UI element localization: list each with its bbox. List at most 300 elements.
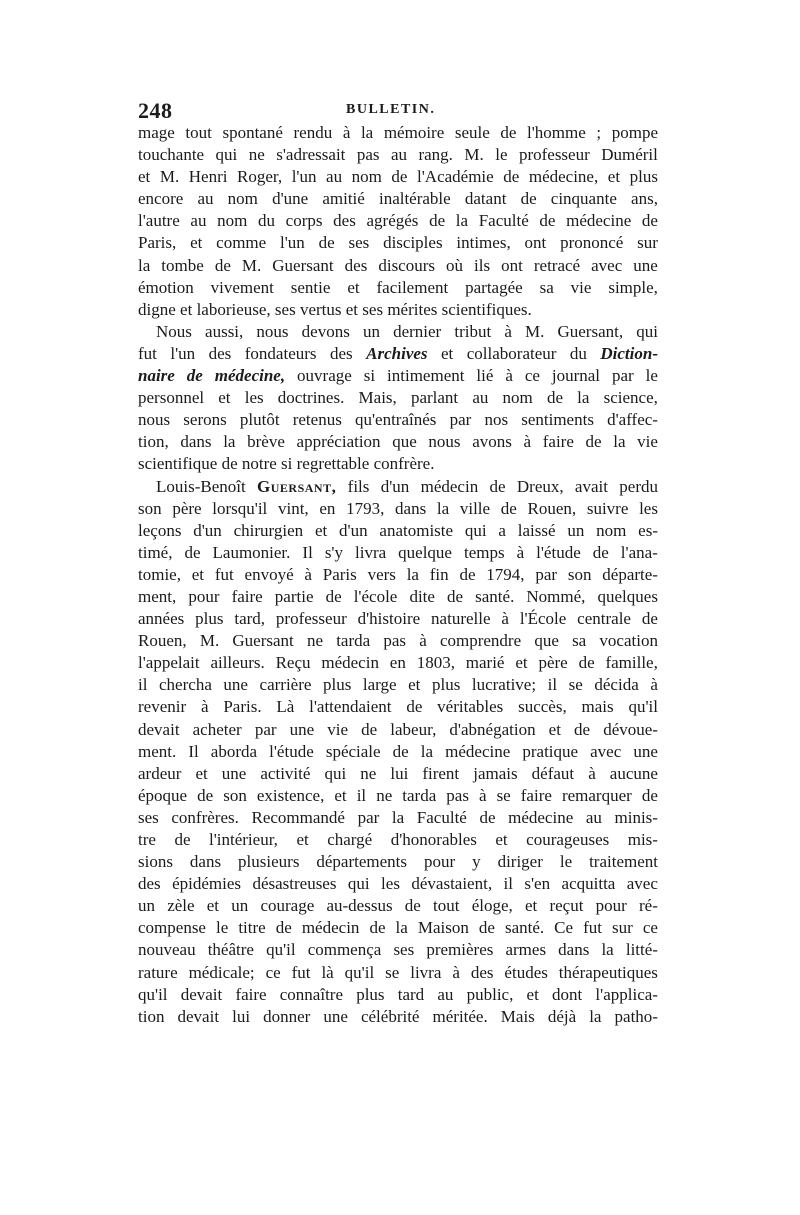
word: lié [476, 366, 494, 386]
word: avait [574, 476, 608, 496]
word: labeur, [390, 719, 437, 739]
word: un [231, 896, 249, 916]
word: par [254, 719, 277, 739]
word: ville [459, 498, 491, 518]
word: la [601, 940, 614, 960]
word: devait [138, 719, 180, 739]
word: Mais, [358, 388, 397, 408]
word: de [592, 542, 609, 562]
text-line [138, 652, 658, 674]
word: une [633, 255, 658, 275]
word: de [406, 697, 423, 717]
word: au [437, 984, 454, 1004]
word: rang. [418, 145, 453, 165]
text-line [138, 984, 658, 1006]
text-line [138, 962, 658, 984]
word: par [611, 366, 634, 386]
word: s'adressait [276, 145, 346, 165]
text-line [138, 1006, 658, 1028]
word: et [195, 763, 208, 783]
word: déjà [547, 1006, 577, 1026]
word: livra [355, 542, 387, 562]
word: et [334, 785, 347, 805]
word: plus [431, 675, 461, 695]
word: ailleurs. [210, 653, 265, 673]
word: pas [446, 785, 469, 805]
word: dans [558, 940, 590, 960]
word: Recommandé [251, 807, 345, 827]
word: de [503, 167, 520, 187]
word: d'un [193, 520, 222, 540]
word: comme [216, 233, 267, 253]
word: médicale; [188, 962, 255, 982]
word: ; [596, 123, 602, 142]
word: rature [138, 962, 178, 982]
word: laissé [517, 520, 556, 540]
word: faire [542, 432, 574, 452]
word: une [289, 719, 315, 739]
word: l'appelait [138, 653, 200, 673]
word: des [208, 343, 232, 363]
word: ses [393, 940, 415, 960]
text-line [138, 564, 658, 586]
word: quelque [398, 542, 452, 562]
word: nom [227, 189, 258, 209]
word: chirurgien [233, 520, 304, 540]
word: faire [235, 984, 267, 1004]
word: médecine, [214, 366, 286, 386]
body-text [138, 122, 658, 1028]
word: nos [484, 410, 509, 430]
word: au-dessus [326, 896, 393, 916]
word: départements [316, 852, 408, 872]
running-head [138, 98, 658, 122]
word: et [218, 388, 231, 408]
word: Dreux, [516, 476, 564, 496]
word: scientifiques. [441, 299, 532, 319]
word: anatomiste [379, 520, 454, 540]
word: Diction- [600, 343, 658, 363]
word: pour [188, 586, 220, 606]
text-line [138, 343, 658, 365]
word: vie [637, 432, 658, 452]
word: amitié [322, 189, 365, 209]
word: la [360, 123, 374, 142]
word: fut [291, 962, 311, 982]
text-line [138, 144, 658, 166]
word: d'honorables [390, 830, 477, 849]
word: naturelle [431, 609, 491, 629]
word: une [633, 741, 658, 761]
word: qu'il [138, 984, 168, 1004]
text-line [138, 696, 658, 718]
text-line [138, 586, 658, 608]
word: es- [638, 520, 658, 540]
word: au [585, 807, 602, 827]
word: ce [524, 366, 540, 386]
word: courageuses [526, 830, 610, 849]
word: à [588, 763, 596, 783]
word: comprendre [439, 631, 522, 651]
word: prononcé [560, 233, 624, 253]
word: à [452, 962, 460, 982]
word: il [356, 785, 367, 805]
word: se [568, 675, 583, 695]
word: fondateurs [244, 343, 317, 363]
word: tout [433, 896, 460, 916]
word: tard, [234, 609, 266, 629]
word: au [190, 211, 207, 231]
word: science, [603, 388, 658, 408]
word: études [504, 962, 548, 982]
word: l'attendaient [309, 697, 392, 717]
text-line [138, 895, 658, 917]
word: à [342, 123, 351, 142]
word: de [197, 785, 214, 805]
text-line [138, 232, 658, 254]
word: s'y [324, 542, 343, 562]
word: Louis-Benoît [156, 476, 246, 496]
word: la [223, 432, 236, 452]
word: public, [466, 984, 514, 1004]
word: ses [274, 299, 300, 319]
word: M. [199, 631, 220, 651]
word: du [258, 211, 276, 231]
word: tarda [402, 785, 437, 805]
word: digne [138, 299, 181, 319]
word: connaître [279, 984, 344, 1004]
word: l'Académie [417, 167, 494, 187]
word: acquitta [561, 874, 616, 894]
word: faire [520, 785, 552, 805]
text-line [138, 873, 658, 895]
word: médecine [445, 741, 511, 761]
word: et [190, 233, 203, 253]
word: dévastaient, [411, 874, 493, 894]
word: de [478, 918, 495, 938]
word: départe- [602, 564, 658, 584]
word: le [495, 145, 508, 165]
word: éloge, [471, 896, 513, 916]
word: doctrines. [277, 388, 345, 408]
word: si [281, 454, 297, 474]
word: diriger [497, 852, 543, 872]
word: une [323, 1006, 348, 1026]
word: Là [276, 697, 295, 717]
text-line [138, 829, 658, 851]
word: retenus [292, 410, 342, 430]
word: pour [423, 852, 456, 872]
word: Maison [417, 918, 469, 938]
word: l'autre [138, 211, 180, 231]
word: devait [180, 984, 223, 1004]
word: seule [454, 123, 490, 142]
word: d'une [272, 189, 309, 209]
word: ans, [631, 189, 658, 209]
word: centrale [577, 609, 631, 629]
word: large [362, 675, 397, 695]
word: retracé [533, 255, 581, 275]
word: lorsqu'il [212, 498, 268, 518]
word: ses [138, 807, 159, 827]
word: collaborateur [466, 343, 557, 363]
word: partagée [465, 277, 523, 297]
word: d'affec- [607, 410, 658, 430]
word: qui [464, 520, 487, 540]
word: de [275, 918, 292, 938]
word: le [645, 366, 658, 386]
word: tribut [454, 321, 492, 341]
word: reçut [549, 896, 584, 916]
word: tion, [138, 432, 169, 452]
word: célébrité [360, 1006, 420, 1026]
word: de [391, 167, 408, 187]
word: mis- [627, 830, 658, 849]
word: Roger, [237, 167, 283, 187]
word: pratique [522, 741, 579, 761]
word: de [392, 741, 409, 761]
word: médecin [420, 476, 479, 496]
word: de [489, 476, 506, 496]
text-line [138, 431, 658, 453]
text-line [138, 785, 658, 807]
word: de [500, 498, 517, 518]
word: la [436, 498, 450, 518]
word: médecine [566, 211, 632, 231]
word: sur [637, 233, 658, 253]
word: de [459, 564, 476, 584]
word: lucrative; [471, 675, 537, 695]
word: et [607, 167, 621, 187]
word: de [641, 609, 658, 629]
word: avec [626, 874, 658, 894]
word: nom [596, 520, 627, 540]
word: son [138, 498, 162, 518]
word: remarquer [561, 785, 632, 805]
word: père [538, 653, 568, 673]
word: et [515, 653, 528, 673]
word: ils [474, 255, 491, 275]
word: qui [324, 763, 347, 783]
word: au [326, 167, 343, 187]
word: sions [138, 852, 173, 872]
word: Guersant [232, 631, 294, 651]
word: et [524, 896, 538, 916]
word: de [361, 719, 378, 739]
word: l'un [170, 343, 196, 363]
word: famille, [605, 653, 658, 673]
word: timé, [138, 542, 173, 562]
word: corps [285, 211, 323, 231]
word: un [362, 321, 380, 341]
word: aborda [210, 741, 258, 761]
word: qui [347, 874, 370, 894]
word: notre [241, 454, 282, 474]
word: dévoue- [603, 719, 658, 739]
word: du [569, 343, 587, 363]
word: la [138, 255, 151, 275]
word: les [381, 874, 400, 894]
word: professeur [518, 145, 590, 165]
word: et [526, 984, 539, 1004]
word: et [138, 167, 151, 187]
word: tre [138, 830, 156, 849]
word: thérapeutiques [558, 962, 658, 982]
word: disciples [383, 233, 443, 253]
word: Guersant, [257, 476, 337, 496]
word: et [314, 520, 328, 540]
word: ne [306, 631, 323, 651]
word: des [344, 255, 368, 275]
text-line [138, 719, 658, 741]
word: à [523, 432, 532, 452]
word: les [244, 388, 264, 408]
word: décida [594, 675, 639, 695]
word: inaltérable [378, 189, 451, 209]
word: Il [302, 542, 313, 562]
word: nous [138, 410, 171, 430]
word: médecine [508, 807, 574, 827]
word: acheter [192, 719, 242, 739]
word: vie [570, 277, 592, 297]
word: l'École [519, 609, 567, 629]
word: spéciale [325, 741, 381, 761]
word: santé. [475, 586, 515, 606]
word: aussi, [205, 321, 244, 341]
word: dans [180, 432, 212, 452]
word: Reçu [275, 653, 311, 673]
word: discours [378, 255, 436, 275]
word: le [216, 918, 229, 938]
word: l'école [353, 586, 398, 606]
word: confrère. [373, 454, 435, 474]
word: ne [376, 785, 393, 805]
word: nom [351, 167, 382, 187]
word: M. [159, 167, 180, 187]
text-line [138, 476, 658, 498]
text-line [138, 630, 658, 652]
word: journal [551, 366, 601, 386]
word: plus [629, 167, 658, 187]
word: en [389, 653, 406, 673]
word: fils [347, 476, 370, 496]
word: partie [274, 586, 314, 606]
word: père [172, 498, 202, 518]
word: titre [238, 918, 266, 938]
word: intimement [387, 366, 465, 386]
word: courage [260, 896, 315, 916]
word: ses [348, 233, 370, 253]
text-line [138, 741, 658, 763]
word: fut [138, 343, 157, 363]
word: quelques [597, 586, 658, 606]
text-line [138, 255, 658, 277]
word: tout [185, 123, 212, 142]
word: dernier [393, 321, 442, 341]
word: de [479, 807, 496, 827]
word: un [567, 520, 585, 540]
word: de [184, 542, 201, 562]
word: vie [327, 719, 349, 739]
word: Paris. [223, 697, 262, 717]
word: 1803, [416, 653, 455, 673]
text-line [138, 210, 658, 232]
word: à [504, 321, 512, 341]
word: avons [472, 432, 512, 452]
word: datant [464, 189, 507, 209]
word: dans [189, 852, 222, 872]
word: se [385, 962, 400, 982]
word: de [500, 123, 517, 142]
word: mage [138, 123, 175, 142]
word: émotion [138, 277, 194, 297]
word: la [589, 1006, 602, 1026]
word: leçons [138, 520, 182, 540]
word: fin [429, 564, 449, 584]
word: et [347, 277, 360, 297]
word: les [639, 498, 658, 518]
word: méritée. [432, 1006, 488, 1026]
word: mérites [387, 299, 442, 319]
word: de [585, 432, 602, 452]
word: faire [231, 586, 263, 606]
word: si [363, 366, 376, 386]
text-line [138, 851, 658, 873]
word: l'étude [269, 741, 314, 761]
word: simple, [608, 277, 658, 297]
word: encore [138, 189, 184, 209]
word: brève [247, 432, 285, 452]
word: facilement [376, 277, 449, 297]
word: activité [260, 763, 311, 783]
word: Duméril [601, 145, 658, 165]
word: pompe [611, 123, 658, 142]
word: pour [595, 896, 627, 916]
word: la [577, 388, 590, 408]
word: de [578, 653, 595, 673]
word: spontané [222, 123, 283, 142]
word: ce [642, 918, 658, 938]
word: la [395, 918, 408, 938]
word: plus [195, 609, 224, 629]
word: à [505, 366, 513, 386]
word: il [503, 874, 513, 894]
word: devons [301, 321, 350, 341]
word: serons [183, 410, 227, 430]
word: chercha [159, 675, 212, 695]
text-line [138, 122, 658, 144]
word: zèle [167, 896, 195, 916]
word: Ce [554, 918, 574, 938]
word: de [325, 586, 342, 606]
word: vertus [299, 299, 346, 319]
word: et [441, 343, 454, 363]
word: théâtre [207, 940, 254, 960]
word: d'un [339, 520, 368, 540]
word: envoyé [244, 564, 294, 584]
word: mais [581, 697, 614, 717]
word: pas [383, 631, 407, 651]
word: l'applica- [595, 984, 658, 1004]
word: regrettable [296, 454, 374, 474]
text-line [138, 387, 658, 409]
running-title: BULLETIN. [346, 102, 436, 117]
word: marié [465, 653, 505, 673]
word: Rouen, [138, 631, 187, 651]
word: à [419, 631, 427, 651]
word: avec [591, 255, 623, 275]
word: tion [138, 1006, 165, 1026]
